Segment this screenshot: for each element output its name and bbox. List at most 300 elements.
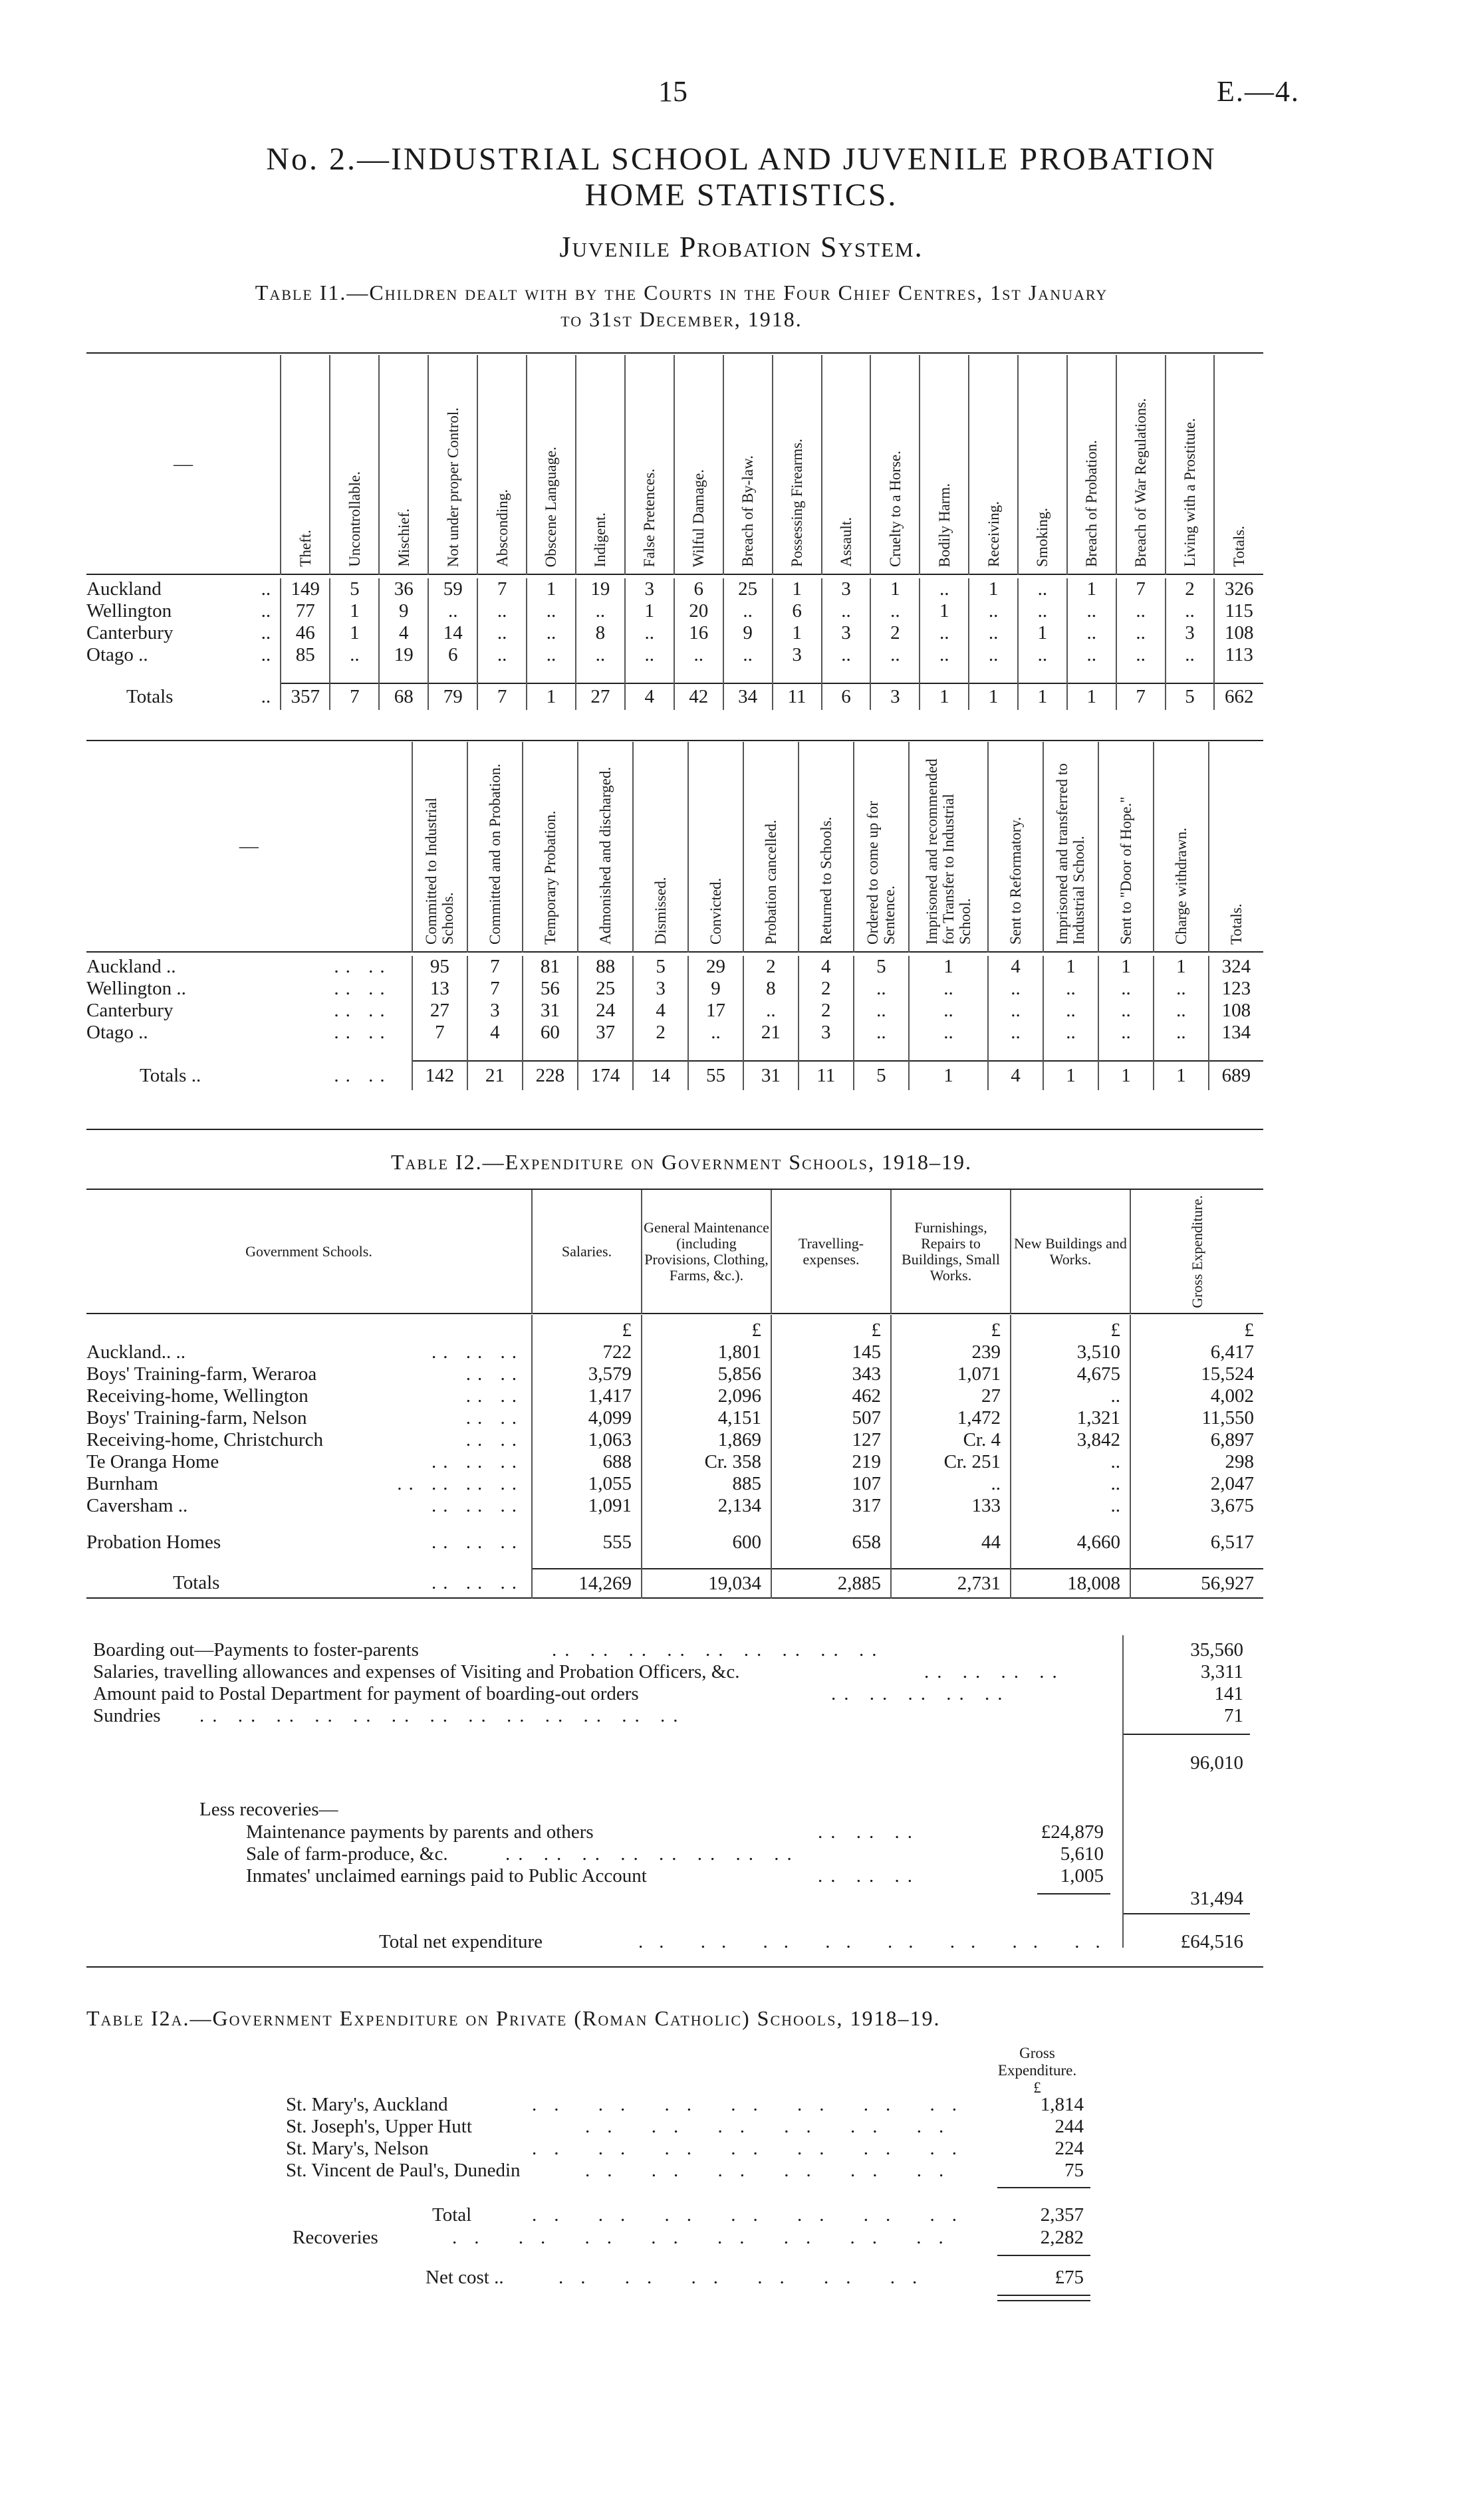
table11b-cell: 31	[523, 1000, 578, 1022]
table11-total-cell: 68	[379, 683, 428, 710]
table11-blank-header: —	[174, 453, 193, 475]
table11-cell: 1	[969, 578, 1018, 600]
table11-cell: 108	[1214, 622, 1263, 644]
table12-row-cell: 2,134	[642, 1495, 771, 1517]
table11b-cell: ..	[1154, 1000, 1209, 1022]
table12-row	[86, 1451, 1263, 1473]
table12-extra-line-value: 3,311	[1200, 1661, 1243, 1682]
table11-total-cell: 7	[330, 683, 379, 710]
table11b-cell: 2	[743, 956, 799, 978]
table11b-header-cell	[523, 742, 578, 952]
table11-cell: ..	[330, 644, 379, 666]
table12a-total-value: 2,357	[1040, 2204, 1084, 2226]
table12-bottom-rule	[86, 1966, 1263, 1968]
net-expenditure-label: Total net expenditure	[379, 1931, 543, 1952]
leader-dots: .. ..	[465, 1385, 523, 1407]
table12-row-label	[86, 1385, 532, 1407]
table11-cell: 1	[870, 578, 920, 600]
table11-caption-line-1: Table I1.—Children dealt with by the Courts in the Four Chief Centres, 1st January	[255, 281, 1108, 304]
table11b-cell: 21	[743, 1022, 799, 1044]
table11-cell: 1	[920, 600, 969, 622]
table11-total-cell: 5	[1166, 683, 1215, 710]
table12-row	[86, 1407, 1263, 1429]
table11-header-label: Possessing Firearms.	[789, 439, 806, 567]
leader-dots: .. .. ..	[432, 1531, 523, 1553]
table11-row-label	[86, 600, 281, 622]
table12a-row-value: 244	[1054, 2116, 1084, 2137]
table11-total-cell: 42	[674, 683, 723, 710]
table11b-cell: 3	[633, 978, 688, 1000]
table11b-bottom-rule	[86, 1129, 1263, 1130]
table12-row-cell: 1,417	[532, 1385, 642, 1407]
table12a-row-label: St. Joseph's, Upper Hutt	[286, 2116, 472, 2137]
table12a-total-label: Total	[432, 2204, 472, 2226]
table11-cell: 9	[723, 622, 773, 644]
table11-header-cell	[674, 355, 723, 574]
table12a-recoveries-value: 2,282	[1040, 2227, 1084, 2248]
table11b-total-cell: 11	[799, 1061, 854, 1090]
table12-caption: Table I2.—Expenditure on Government Schools, 1918–19.	[390, 1150, 973, 1174]
table12-extra-line-value: 35,560	[1190, 1639, 1243, 1661]
section-title: Juvenile Probation System.	[559, 231, 924, 263]
table11b-total-cell: 21	[467, 1061, 523, 1090]
table12-totals-row-cell: 2,885	[771, 1569, 891, 1598]
table11b-header-label: Committed and on Probation.	[486, 763, 503, 945]
table11b-total-cell: 689	[1209, 1061, 1263, 1090]
table11-cell: 1	[330, 600, 379, 622]
table12-header-new-buildings: New Buildings and Works.	[1011, 1190, 1130, 1314]
leader-dots: .. .. .. .. .. .. .. ..	[638, 1931, 1116, 1952]
table11-header-cell	[477, 355, 527, 574]
table12-extra-line-label: Salaries, travelling allowances and expenses of Visiting and Probation Officers, &c.	[93, 1661, 740, 1682]
table12a-caption: Table I2a.—Government Expenditure on Private (Roman Catholic) Schools, 1918–19.	[86, 2006, 941, 2030]
table12-row-cell: 507	[771, 1407, 891, 1429]
table12-row-cell: 15,524	[1130, 1363, 1263, 1385]
table12-totals-row	[86, 1569, 1263, 1598]
recoveries-total: 31,494	[1190, 1888, 1243, 1909]
table11b-header-label: Sent to Reformatory.	[1007, 816, 1024, 945]
table12-row-cell: 885	[642, 1473, 771, 1495]
leader-dots: ..	[261, 578, 271, 600]
less-recoveries-label: Less recoveries—	[199, 1799, 338, 1820]
table11b-header-label: Temporary Probation.	[541, 810, 558, 945]
table11b-header-label: Dismissed.	[652, 877, 670, 945]
table11b-cell: 27	[412, 1000, 467, 1022]
row-name: Auckland.. ..	[86, 1341, 186, 1363]
table12-totals-row-cell: 14,269	[532, 1569, 642, 1598]
table12-row-cell: 2,096	[642, 1385, 771, 1407]
table12	[86, 1190, 1263, 1611]
table11b-row	[86, 1000, 1263, 1022]
table11-header-label: Not under proper Control.	[444, 407, 461, 567]
table11-header-label: Breach of Probation.	[1083, 440, 1100, 567]
table11-row	[86, 600, 1263, 622]
table11b-row-label	[86, 1022, 412, 1044]
table11-total-cell: 1	[920, 683, 969, 710]
table11-cell: 3	[822, 622, 871, 644]
table12-row-cell: 4,099	[532, 1407, 642, 1429]
leader-dots: .. .. ..	[432, 1341, 523, 1363]
table11-cell: 3	[625, 578, 674, 600]
row-name: Te Oranga Home	[86, 1451, 219, 1472]
table11-cell: ..	[477, 644, 527, 666]
table11-cell: ..	[969, 622, 1018, 644]
net-rule	[1124, 1913, 1250, 1914]
leader-dots: .. .. .. .. .. .. .. ..	[505, 1843, 800, 1865]
table12-row-cell: 4,002	[1130, 1385, 1263, 1407]
table12a-net-value: £75	[1054, 2267, 1084, 2288]
table11-cell: ..	[625, 644, 674, 666]
row-name: Totals	[173, 1572, 220, 1593]
table12-row-cell: 145	[771, 1341, 891, 1363]
table11-header-label: Cruelty to a Horse.	[886, 450, 904, 567]
table11-header-label: Theft.	[297, 530, 314, 567]
leader-dots: .. ..	[465, 1363, 523, 1385]
row-name: Burnham	[86, 1473, 158, 1494]
table11b-cell: 2	[799, 978, 854, 1000]
table11-cell: 59	[428, 578, 477, 600]
table12-probation-row-cell: 600	[642, 1530, 771, 1554]
leader-dots: .. ..	[334, 956, 392, 977]
table12-row-cell: 11,550	[1130, 1407, 1263, 1429]
table11-total-cell: 7	[477, 683, 527, 710]
table11-header-label: False Pretences.	[641, 468, 658, 567]
table11-header-cell	[428, 355, 477, 574]
table11-cell: 36	[379, 578, 428, 600]
table11b-header-cell	[1209, 742, 1263, 952]
table11-cell: ..	[1116, 600, 1166, 622]
table11-total-cell: 662	[1214, 683, 1263, 710]
table11-cell: 2	[1166, 578, 1215, 600]
table11b-cell: 7	[467, 956, 523, 978]
table12-row	[86, 1363, 1263, 1385]
table12-row-label	[86, 1363, 532, 1385]
table11b-header-label: Committed to Industrial Schools.	[423, 797, 457, 945]
table11b-header-cell	[909, 742, 988, 952]
table12a-total-rule	[997, 2187, 1090, 2188]
row-name: Otago ..	[86, 644, 148, 665]
table11-cell: 115	[1214, 600, 1263, 622]
table11b-cell: 108	[1209, 1000, 1263, 1022]
table11-cell: ..	[1018, 600, 1067, 622]
table11b-cell: 3	[467, 1000, 523, 1022]
table12-column-label: Government Schools.	[245, 1242, 372, 1260]
table11b-header-label: Returned to Schools.	[817, 816, 834, 945]
table11-cell: 3	[1166, 622, 1215, 644]
leader-dots: .. .. .. .. .. .. .. ..	[452, 2227, 961, 2248]
leader-dots: .. .. .. .. .. .. .. .. ..	[552, 1639, 885, 1661]
table12-probation-row	[86, 1530, 1263, 1554]
table12-probation-row-cell: 658	[771, 1530, 891, 1554]
table11b-header-cell	[578, 742, 633, 952]
table11b-header-cell	[743, 742, 799, 952]
table11b-total-cell: 1	[1154, 1061, 1209, 1090]
table11b-header-label: Totals.	[1227, 903, 1245, 945]
table12a-recoveries-label: Recoveries	[293, 2227, 378, 2248]
table11-cell: ..	[969, 644, 1018, 666]
table11b-cell: 2	[633, 1022, 688, 1044]
table11b-total-cell: 174	[578, 1061, 633, 1090]
table12-row	[86, 1495, 1263, 1517]
table12-header-salaries: Salaries.	[532, 1190, 642, 1314]
recovery-label: Inmates' unclaimed earnings paid to Public Account	[246, 1865, 647, 1887]
table11b-total-cell: 55	[688, 1061, 743, 1090]
table12-totals-row-cell: 18,008	[1011, 1569, 1130, 1598]
table11b-header-cell	[688, 742, 743, 952]
row-name: Caversham ..	[86, 1495, 188, 1516]
recovery-value: 1,005	[1060, 1865, 1104, 1887]
table11b-total-cell: 142	[412, 1061, 467, 1090]
table11-cell: 3	[773, 644, 822, 666]
table11-cell: ..	[576, 644, 625, 666]
table12-totals-row-cell: 56,927	[1130, 1569, 1263, 1598]
table12a-double-rule	[997, 2295, 1090, 2301]
table11-header-label: Totals.	[1231, 526, 1248, 567]
table12-row-label	[86, 1473, 532, 1495]
table12-row-cell: 4,675	[1011, 1363, 1130, 1385]
table11b-cell: ..	[743, 1000, 799, 1022]
table12-row-cell: 1,063	[532, 1429, 642, 1451]
table12-row-label	[86, 1341, 532, 1363]
leader-dots: .. ..	[334, 978, 392, 999]
table11b-header-label: Sent to "Door of Hope."	[1118, 796, 1135, 945]
table11-cell: 1	[773, 622, 822, 644]
table11b-row	[86, 978, 1263, 1000]
table11-cell: ..	[1166, 600, 1215, 622]
table12-row-cell: ..	[891, 1473, 1011, 1495]
table11b-header-label: Charge withdrawn.	[1172, 828, 1189, 945]
table11b-cell: 4	[988, 956, 1043, 978]
page-reference: E.—4.	[1217, 75, 1300, 108]
table11-header-cell	[1166, 355, 1215, 574]
table11b-cell: 324	[1209, 956, 1263, 978]
table11-cell: 1	[330, 622, 379, 644]
table11b-cell: 88	[578, 956, 633, 978]
table11-total-cell: 357	[281, 683, 330, 710]
table11-cell: 16	[674, 622, 723, 644]
table12-row-cell: 5,856	[642, 1363, 771, 1385]
table11b-cell: 24	[578, 1000, 633, 1022]
row-name: Auckland	[86, 578, 162, 600]
table11-total-cell: 4	[625, 683, 674, 710]
table11-header-label: Uncontrollable.	[346, 471, 363, 567]
table12-subtotal: 96,010	[1190, 1752, 1243, 1774]
table11b-header-cell	[854, 742, 909, 952]
table11b-cell: ..	[988, 1000, 1043, 1022]
leader-dots: ..	[261, 622, 271, 643]
table12-row-cell: 1,321	[1011, 1407, 1130, 1429]
table11-total-cell: 1	[527, 683, 576, 710]
table11-cell: 6	[428, 644, 477, 666]
table11b-cell: ..	[854, 1022, 909, 1044]
table11-header-cell	[822, 355, 871, 574]
table11-header-label: Breach of By-law.	[739, 455, 757, 567]
leader-dots: .. .. .. .. ..	[831, 1683, 1011, 1704]
net-expenditure-value: £64,516	[1180, 1931, 1243, 1952]
table11b-cell: 9	[688, 978, 743, 1000]
table11-row	[86, 578, 1263, 600]
main-title-line-2: HOME STATISTICS.	[584, 177, 898, 213]
table12-probation-row-cell: 44	[891, 1530, 1011, 1554]
table11b-cell: 56	[523, 978, 578, 1000]
table12-row-cell: 27	[891, 1385, 1011, 1407]
table11b-header-label: Imprisoned and transferred to Industrial School.	[1054, 763, 1088, 945]
table12-row-cell: 317	[771, 1495, 891, 1517]
table12-row-cell: Cr. 251	[891, 1451, 1011, 1473]
table12-extra-line-label: Amount paid to Postal Department for payment of boarding-out orders	[93, 1683, 639, 1704]
table11b-total-cell: 228	[523, 1061, 578, 1090]
table12-row-cell: 1,091	[532, 1495, 642, 1517]
table11-cell: 326	[1214, 578, 1263, 600]
table11b-cell: ..	[854, 1000, 909, 1022]
table11-header-cell	[773, 355, 822, 574]
table11b-totals-row	[86, 1061, 1263, 1090]
currency-symbol: £	[642, 1315, 771, 1341]
table11-header-label: Receiving.	[985, 501, 1002, 567]
table11-cell: ..	[969, 600, 1018, 622]
table11-header-cell	[1018, 355, 1067, 574]
table12-probation-row-cell: 6,517	[1130, 1530, 1263, 1554]
table11-cell: 4	[379, 622, 428, 644]
leader-dots: .. ..	[465, 1407, 523, 1429]
table11	[86, 355, 1263, 710]
table12-row-cell: ..	[1011, 1473, 1130, 1495]
table11b-header-cell	[799, 742, 854, 952]
table12-row-cell: 2,047	[1130, 1473, 1263, 1495]
table11-cell: 6	[773, 600, 822, 622]
table11-cell: 77	[281, 600, 330, 622]
table11b-cell: 4	[799, 956, 854, 978]
table11-header-cell	[330, 355, 379, 574]
subtotal-rule	[1124, 1734, 1250, 1735]
table12-row-cell: 3,675	[1130, 1495, 1263, 1517]
row-name: Probation Homes	[86, 1531, 221, 1553]
table11b-cell: 4	[633, 1000, 688, 1022]
table11-header-cell	[723, 355, 773, 574]
table11b-total-cell: 1	[909, 1061, 988, 1090]
table11-cell: 113	[1214, 644, 1263, 666]
table11b-total-cell: 5	[854, 1061, 909, 1090]
table12-row-cell: 219	[771, 1451, 891, 1473]
table12-row-cell: 3,579	[532, 1363, 642, 1385]
table12-row-label	[86, 1451, 532, 1473]
table12-totals-row-label	[86, 1569, 532, 1598]
table12-row-cell: 1,055	[532, 1473, 642, 1495]
table11-cell: ..	[1067, 644, 1116, 666]
table11-cell: ..	[920, 644, 969, 666]
table11b-header-cell	[633, 742, 688, 952]
leader-dots: ..	[261, 644, 271, 665]
table12-totals-row-cell: 19,034	[642, 1569, 771, 1598]
table12-row-cell: 688	[532, 1451, 642, 1473]
recovery-label: Maintenance payments by parents and others	[246, 1821, 594, 1843]
table11-total-cell: 79	[428, 683, 477, 710]
table11b-header-cell	[467, 742, 523, 952]
table11-header-cell	[576, 355, 625, 574]
table11-header-cell	[1116, 355, 1166, 574]
table11b-cell: 5	[854, 956, 909, 978]
table11b-cell: 2	[799, 1000, 854, 1022]
table11-cell: ..	[870, 644, 920, 666]
table11-cell: ..	[527, 644, 576, 666]
row-name: Canterbury	[86, 1000, 174, 1021]
table11-cell: ..	[723, 644, 773, 666]
table11b-cell: 29	[688, 956, 743, 978]
table11-cell: 25	[723, 578, 773, 600]
table11-cell: ..	[625, 622, 674, 644]
recovery-value: 5,610	[1060, 1843, 1104, 1865]
row-name: Canterbury	[86, 622, 174, 643]
table11b-row-label	[86, 978, 412, 1000]
table11b-header-cell	[1043, 742, 1098, 952]
table11-header-label: Bodily Harm.	[935, 483, 953, 567]
table12a-row-label: St. Vincent de Paul's, Dunedin	[286, 2160, 521, 2181]
table12-row-label	[86, 1429, 532, 1451]
table11-cell: ..	[1116, 644, 1166, 666]
leader-dots: .. .. .. .. .. .. ..	[532, 2204, 974, 2226]
currency-symbol: £	[1011, 1315, 1130, 1341]
table12-extra-line-value: 141	[1214, 1683, 1243, 1704]
table11-header-cell	[527, 355, 576, 574]
table12-row-cell: 107	[771, 1473, 891, 1495]
table11b-header-cell	[1098, 742, 1154, 952]
currency-symbol: £	[891, 1315, 1011, 1341]
table11b-cell: ..	[854, 978, 909, 1000]
table11-header-cell	[379, 355, 428, 574]
table11b-total-cell: 4	[988, 1061, 1043, 1090]
table12-header-furnishings: Furnishings, Repairs to Buildings, Small Works.	[891, 1190, 1011, 1314]
table11-cell: 6	[674, 578, 723, 600]
table12a-column-header: £	[1033, 2079, 1041, 2096]
table11-cell: ..	[1018, 644, 1067, 666]
table11b	[86, 742, 1263, 1090]
table11-cell: ..	[1067, 622, 1116, 644]
table11b-cell: 4	[467, 1022, 523, 1044]
leader-dots: ..	[261, 600, 271, 622]
table11-header-cell	[969, 355, 1018, 574]
table11b-cell: ..	[909, 978, 988, 1000]
table11b-cell: ..	[1098, 1000, 1154, 1022]
table11-cell: 14	[428, 622, 477, 644]
table11-total-cell: 34	[723, 683, 773, 710]
table11b-cell: ..	[1154, 978, 1209, 1000]
table11b-cell: ..	[688, 1022, 743, 1044]
table11b-top-rule	[86, 740, 1263, 741]
table11-header-cell	[1067, 355, 1116, 574]
table11b-cell: 60	[523, 1022, 578, 1044]
recovery-value: £24,879	[1041, 1821, 1104, 1843]
table11b-total-cell: 31	[743, 1061, 799, 1090]
row-name: Receiving-home, Christchurch	[86, 1429, 323, 1450]
table11-cell: 1	[773, 578, 822, 600]
table12-row-cell: Cr. 358	[642, 1451, 771, 1473]
row-name: Auckland ..	[86, 956, 176, 977]
table11-header-label: Mischief.	[395, 509, 412, 567]
table11-row-label	[86, 644, 281, 666]
recovery-label: Sale of farm-produce, &c.	[246, 1843, 448, 1865]
table11b-cell: 123	[1209, 978, 1263, 1000]
leader-dots: .. ..	[465, 1429, 523, 1450]
table11-cell: ..	[527, 622, 576, 644]
row-name: Receiving-home, Wellington	[86, 1385, 309, 1407]
table11-cell: 7	[1116, 578, 1166, 600]
table11-header-label: Assault.	[837, 517, 854, 567]
leader-dots: .. ..	[334, 1022, 392, 1043]
table11-total-cell: 7	[1116, 683, 1166, 710]
leader-dots: ..	[261, 685, 271, 707]
table12-row-cell: 722	[532, 1341, 642, 1363]
table11-total-cell: 1	[1067, 683, 1116, 710]
